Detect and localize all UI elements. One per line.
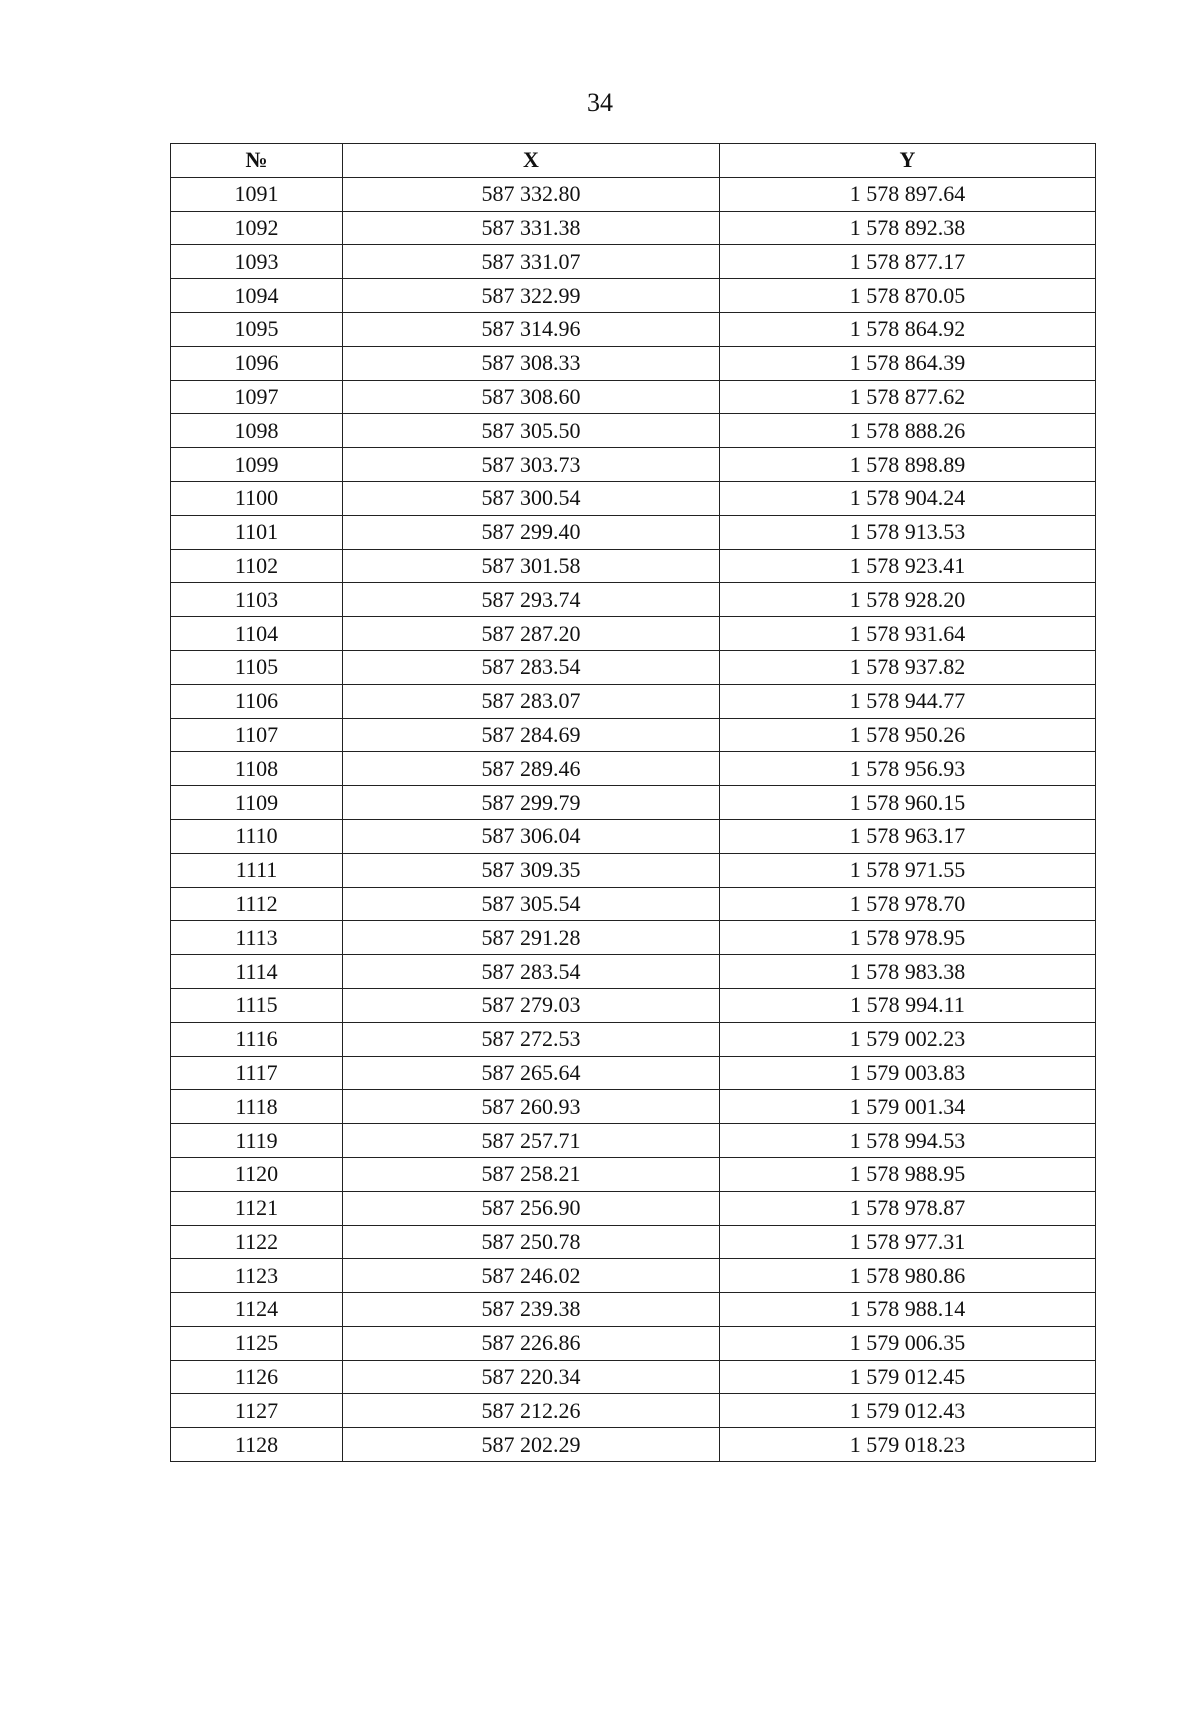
table-row [171, 245, 1096, 279]
point-number-cell: 1103 [171, 583, 343, 617]
point-number-cell: 1128 [171, 1428, 343, 1462]
y-coordinate-cell: 1 578 950.26 [720, 718, 1096, 752]
point-number-cell: 1114 [171, 955, 343, 989]
point-number-cell: 1113 [171, 921, 343, 955]
y-coordinate-cell: 1 578 980.86 [720, 1259, 1096, 1293]
point-number-cell: 1107 [171, 718, 343, 752]
x-coordinate-cell: 587 283.54 [343, 650, 720, 684]
x-coordinate-cell: 587 301.58 [343, 549, 720, 583]
point-number-cell: 1094 [171, 279, 343, 313]
page-number: 34 [587, 88, 613, 117]
table-header [171, 144, 1096, 178]
x-coordinate-cell: 587 279.03 [343, 988, 720, 1022]
x-coordinate-cell: 587 226.86 [343, 1326, 720, 1360]
y-coordinate-cell: 1 579 012.43 [720, 1394, 1096, 1428]
table-row [171, 1090, 1096, 1124]
point-number-cell: 1124 [171, 1293, 343, 1327]
table-row [171, 1259, 1096, 1293]
point-number-cell: 1126 [171, 1360, 343, 1394]
table-row [171, 1326, 1096, 1360]
y-coordinate-cell: 1 578 956.93 [720, 752, 1096, 786]
table-row [171, 988, 1096, 1022]
y-coordinate-cell: 1 578 963.17 [720, 819, 1096, 853]
table-row [171, 1056, 1096, 1090]
y-coordinate-cell: 1 578 931.64 [720, 617, 1096, 651]
table-row [171, 1293, 1096, 1327]
header-number: № [171, 144, 343, 178]
table-row [171, 786, 1096, 820]
point-number-cell: 1119 [171, 1124, 343, 1158]
table-row [171, 1394, 1096, 1428]
table-row [171, 887, 1096, 921]
table-row [171, 448, 1096, 482]
x-coordinate-cell: 587 299.79 [343, 786, 720, 820]
y-coordinate-cell: 1 578 904.24 [720, 481, 1096, 515]
point-number-cell: 1121 [171, 1191, 343, 1225]
point-number-cell: 1097 [171, 380, 343, 414]
point-number-cell: 1117 [171, 1056, 343, 1090]
table-row [171, 481, 1096, 515]
y-coordinate-cell: 1 579 012.45 [720, 1360, 1096, 1394]
table-row [171, 1428, 1096, 1462]
table-row [171, 684, 1096, 718]
y-coordinate-cell: 1 578 977.31 [720, 1225, 1096, 1259]
x-coordinate-cell: 587 314.96 [343, 312, 720, 346]
y-coordinate-cell: 1 578 944.77 [720, 684, 1096, 718]
y-coordinate-cell: 1 579 006.35 [720, 1326, 1096, 1360]
table-row [171, 955, 1096, 989]
table-row [171, 549, 1096, 583]
table-row [171, 650, 1096, 684]
point-number-cell: 1120 [171, 1157, 343, 1191]
y-coordinate-cell: 1 578 971.55 [720, 853, 1096, 887]
coordinates-table [170, 143, 1096, 1462]
x-coordinate-cell: 587 284.69 [343, 718, 720, 752]
x-coordinate-cell: 587 289.46 [343, 752, 720, 786]
x-coordinate-cell: 587 239.38 [343, 1293, 720, 1327]
y-coordinate-cell: 1 578 898.89 [720, 448, 1096, 482]
table-body [171, 177, 1096, 1461]
point-number-cell: 1104 [171, 617, 343, 651]
table-row [171, 346, 1096, 380]
table-row [171, 1225, 1096, 1259]
point-number-cell: 1116 [171, 1022, 343, 1056]
header-y: Y [720, 144, 1096, 178]
table-row [171, 1124, 1096, 1158]
x-coordinate-cell: 587 246.02 [343, 1259, 720, 1293]
y-coordinate-cell: 1 578 888.26 [720, 414, 1096, 448]
table-row [171, 1191, 1096, 1225]
x-coordinate-cell: 587 283.54 [343, 955, 720, 989]
header-row [171, 144, 1096, 178]
y-coordinate-cell: 1 578 988.95 [720, 1157, 1096, 1191]
y-coordinate-cell: 1 579 001.34 [720, 1090, 1096, 1124]
y-coordinate-cell: 1 578 960.15 [720, 786, 1096, 820]
x-coordinate-cell: 587 256.90 [343, 1191, 720, 1225]
point-number-cell: 1106 [171, 684, 343, 718]
x-coordinate-cell: 587 258.21 [343, 1157, 720, 1191]
y-coordinate-cell: 1 578 870.05 [720, 279, 1096, 313]
point-number-cell: 1122 [171, 1225, 343, 1259]
point-number-cell: 1091 [171, 177, 343, 211]
table-row [171, 819, 1096, 853]
x-coordinate-cell: 587 293.74 [343, 583, 720, 617]
x-coordinate-cell: 587 291.28 [343, 921, 720, 955]
x-coordinate-cell: 587 257.71 [343, 1124, 720, 1158]
y-coordinate-cell: 1 578 994.11 [720, 988, 1096, 1022]
x-coordinate-cell: 587 322.99 [343, 279, 720, 313]
point-number-cell: 1092 [171, 211, 343, 245]
table-row [171, 312, 1096, 346]
point-number-cell: 1123 [171, 1259, 343, 1293]
point-number-cell: 1111 [171, 853, 343, 887]
table-row [171, 752, 1096, 786]
point-number-cell: 1095 [171, 312, 343, 346]
point-number-cell: 1100 [171, 481, 343, 515]
point-number-cell: 1093 [171, 245, 343, 279]
point-number-cell: 1105 [171, 650, 343, 684]
table-row [171, 414, 1096, 448]
x-coordinate-cell: 587 283.07 [343, 684, 720, 718]
x-coordinate-cell: 587 272.53 [343, 1022, 720, 1056]
point-number-cell: 1108 [171, 752, 343, 786]
point-number-cell: 1101 [171, 515, 343, 549]
point-number-cell: 1125 [171, 1326, 343, 1360]
y-coordinate-cell: 1 578 978.95 [720, 921, 1096, 955]
y-coordinate-cell: 1 579 018.23 [720, 1428, 1096, 1462]
table-row [171, 279, 1096, 313]
point-number-cell: 1102 [171, 549, 343, 583]
table-row [171, 1157, 1096, 1191]
y-coordinate-cell: 1 578 897.64 [720, 177, 1096, 211]
point-number-cell: 1099 [171, 448, 343, 482]
point-number-cell: 1118 [171, 1090, 343, 1124]
x-coordinate-cell: 587 331.07 [343, 245, 720, 279]
x-coordinate-cell: 587 212.26 [343, 1394, 720, 1428]
y-coordinate-cell: 1 578 978.87 [720, 1191, 1096, 1225]
x-coordinate-cell: 587 260.93 [343, 1090, 720, 1124]
y-coordinate-cell: 1 578 877.62 [720, 380, 1096, 414]
y-coordinate-cell: 1 578 864.39 [720, 346, 1096, 380]
table-row [171, 583, 1096, 617]
x-coordinate-cell: 587 332.80 [343, 177, 720, 211]
table-row [171, 718, 1096, 752]
x-coordinate-cell: 587 308.60 [343, 380, 720, 414]
point-number-cell: 1098 [171, 414, 343, 448]
x-coordinate-cell: 587 265.64 [343, 1056, 720, 1090]
table-row [171, 1360, 1096, 1394]
point-number-cell: 1127 [171, 1394, 343, 1428]
y-coordinate-cell: 1 579 003.83 [720, 1056, 1096, 1090]
y-coordinate-cell: 1 578 978.70 [720, 887, 1096, 921]
point-number-cell: 1110 [171, 819, 343, 853]
x-coordinate-cell: 587 303.73 [343, 448, 720, 482]
x-coordinate-cell: 587 305.50 [343, 414, 720, 448]
x-coordinate-cell: 587 299.40 [343, 515, 720, 549]
table-row [171, 211, 1096, 245]
y-coordinate-cell: 1 578 928.20 [720, 583, 1096, 617]
table-row [171, 515, 1096, 549]
y-coordinate-cell: 1 578 892.38 [720, 211, 1096, 245]
x-coordinate-cell: 587 250.78 [343, 1225, 720, 1259]
x-coordinate-cell: 587 305.54 [343, 887, 720, 921]
table-row [171, 921, 1096, 955]
x-coordinate-cell: 587 331.38 [343, 211, 720, 245]
y-coordinate-cell: 1 579 002.23 [720, 1022, 1096, 1056]
point-number-cell: 1112 [171, 887, 343, 921]
point-number-cell: 1115 [171, 988, 343, 1022]
x-coordinate-cell: 587 309.35 [343, 853, 720, 887]
table-row [171, 380, 1096, 414]
y-coordinate-cell: 1 578 937.82 [720, 650, 1096, 684]
table-row [171, 617, 1096, 651]
y-coordinate-cell: 1 578 923.41 [720, 549, 1096, 583]
point-number-cell: 1109 [171, 786, 343, 820]
y-coordinate-cell: 1 578 983.38 [720, 955, 1096, 989]
table-row [171, 853, 1096, 887]
x-coordinate-cell: 587 220.34 [343, 1360, 720, 1394]
header-x: X [343, 144, 720, 178]
table-row [171, 177, 1096, 211]
y-coordinate-cell: 1 578 994.53 [720, 1124, 1096, 1158]
x-coordinate-cell: 587 300.54 [343, 481, 720, 515]
x-coordinate-cell: 587 308.33 [343, 346, 720, 380]
y-coordinate-cell: 1 578 864.92 [720, 312, 1096, 346]
point-number-cell: 1096 [171, 346, 343, 380]
table-row [171, 1022, 1096, 1056]
y-coordinate-cell: 1 578 988.14 [720, 1293, 1096, 1327]
x-coordinate-cell: 587 287.20 [343, 617, 720, 651]
x-coordinate-cell: 587 202.29 [343, 1428, 720, 1462]
y-coordinate-cell: 1 578 877.17 [720, 245, 1096, 279]
y-coordinate-cell: 1 578 913.53 [720, 515, 1096, 549]
x-coordinate-cell: 587 306.04 [343, 819, 720, 853]
